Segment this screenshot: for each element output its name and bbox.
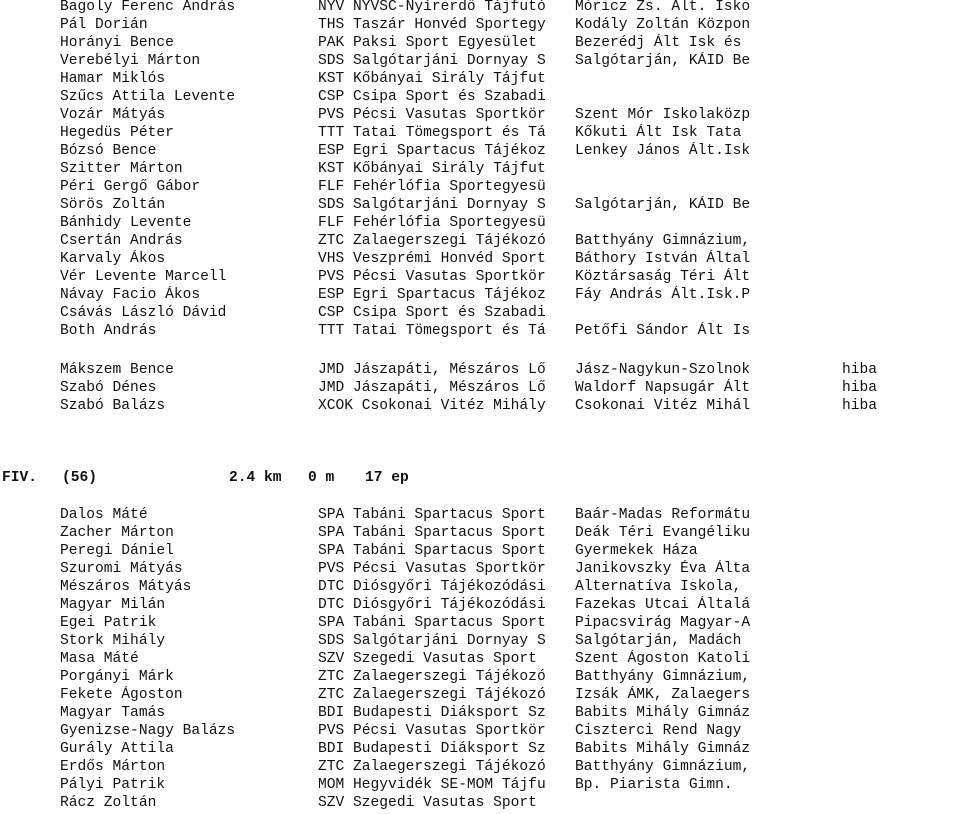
category-controls: 17 ep (365, 470, 409, 486)
category-label: FIV. (2, 470, 38, 486)
category-header (0, 469, 960, 487)
category-count: (56) (62, 470, 98, 486)
category-distance: 2.4 km (229, 470, 282, 486)
category-climb: 0 m (308, 470, 335, 486)
